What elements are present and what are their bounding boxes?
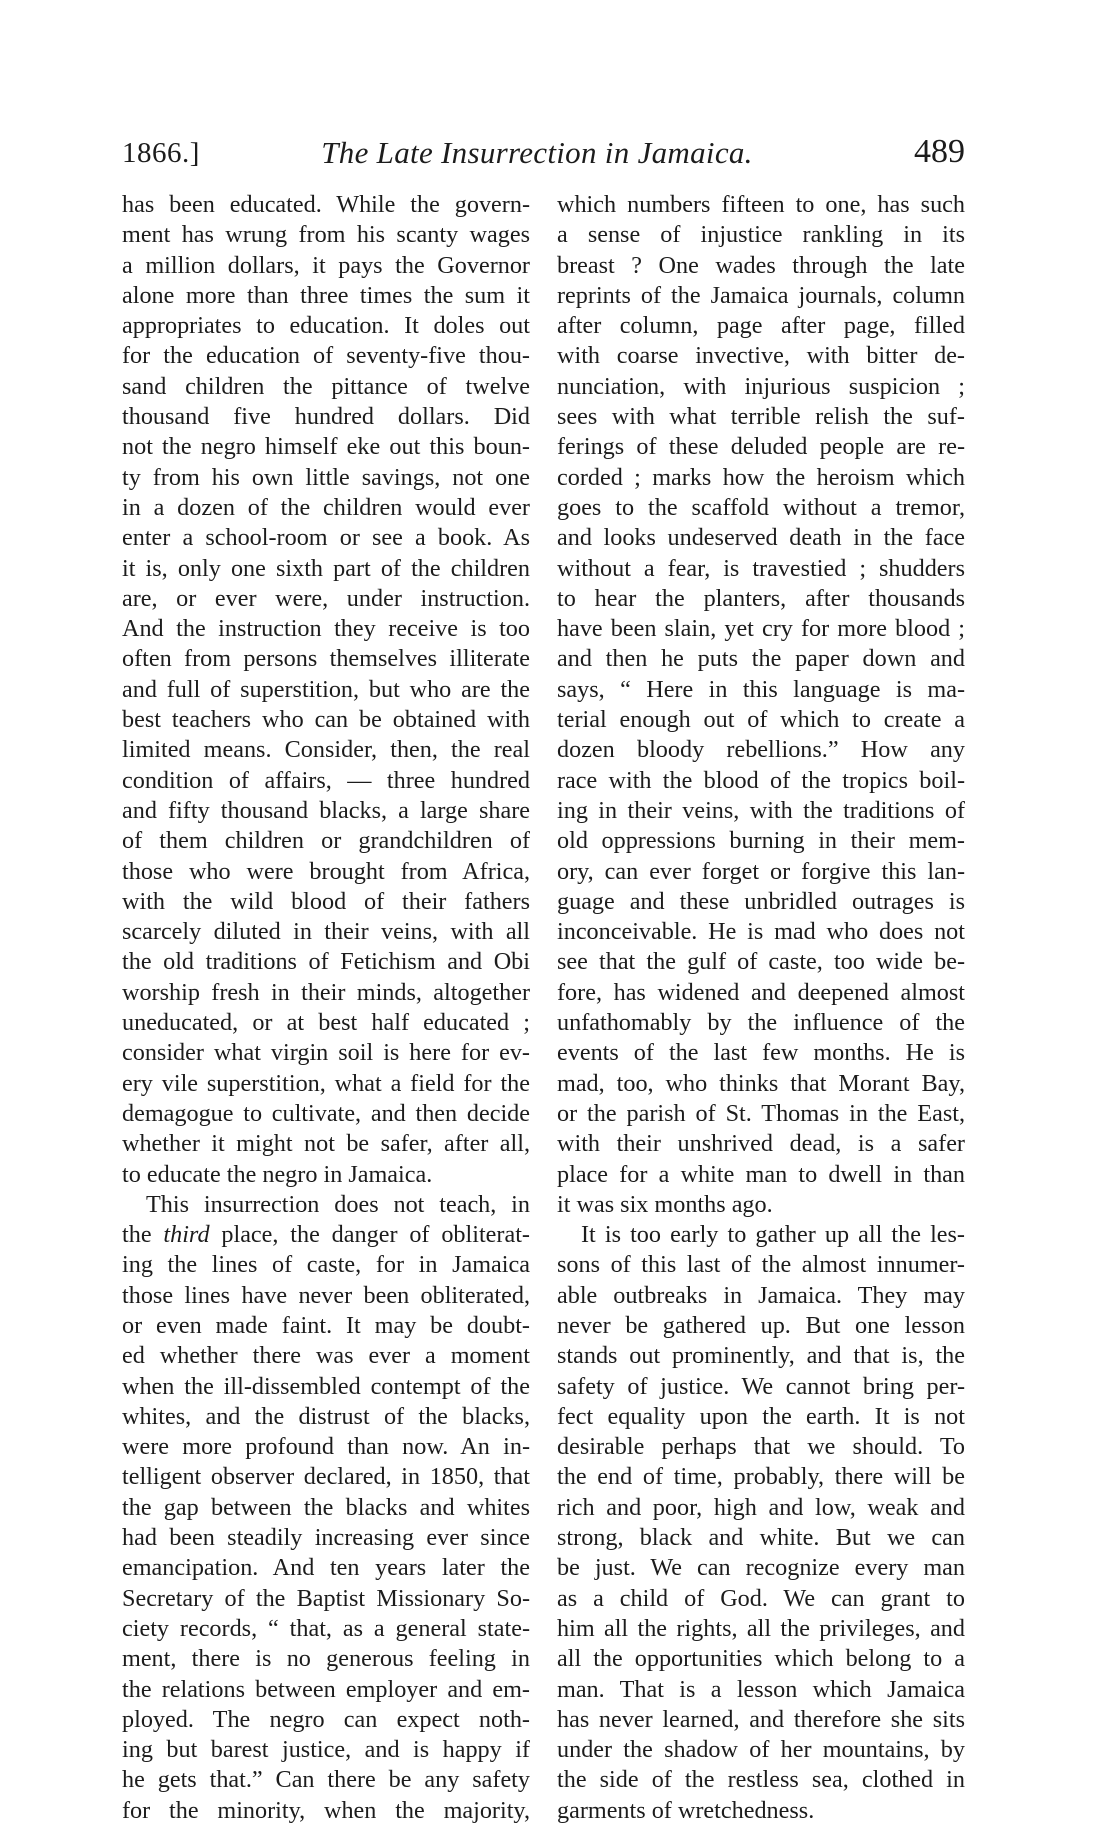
text-line: ferings of these deluded people are re-	[557, 433, 965, 461]
text-line: And the instruction they receive is too	[122, 615, 530, 643]
text-line: demagogue to cultivate, and then decide	[122, 1099, 530, 1127]
text-line: ty from his own little savings, not one	[122, 463, 530, 491]
text-line: were more profound than now. An in-	[122, 1433, 530, 1461]
text-line: as a child of God. We can grant to	[557, 1584, 965, 1612]
text-line: ment has wrung from his scanty wages	[122, 221, 530, 249]
text-line: sees with what terrible relish the suf-	[557, 403, 965, 431]
text-line: best teachers who can be obtained with	[122, 706, 530, 734]
text-line: and full of superstition, but who are the	[122, 675, 530, 703]
text-line: ery vile superstition, what a field for the	[122, 1069, 530, 1097]
text-line: it was six months ago.	[557, 1190, 773, 1218]
text-line: reprints of the Jamaica journals, column	[557, 281, 965, 309]
text-line: corded ; marks how the heroism which	[557, 463, 965, 491]
text-line: consider what virgin soil is here for ev-	[122, 1039, 530, 1067]
text-line: with the wild blood of their fathers	[122, 887, 530, 915]
text-line: terial enough out of which to create a	[557, 706, 965, 734]
text-line: has never learned, and therefore she sits	[557, 1705, 965, 1733]
text-segment: place, the danger of obliterat-	[209, 1221, 530, 1249]
text-line: the relations between employer and em-	[122, 1675, 530, 1703]
text-line: without a fear, is travestied ; shudders	[557, 554, 965, 582]
text-line: inconceivable. He is mad who does not	[557, 918, 965, 946]
text-line: a sense of injustice rankling in its	[557, 221, 965, 249]
text-line: breast ? One wades through the late	[557, 251, 965, 279]
text-line: of them children or grandchildren of	[122, 827, 530, 855]
text-segment: the	[122, 1221, 164, 1249]
text-line: had been steadily increasing ever since	[122, 1524, 530, 1552]
text-line: has been educated. While the govern-	[122, 191, 530, 218]
text-line: often from persons themselves illiterate	[122, 645, 530, 673]
text-line: those lines have never been obliterated,	[122, 1281, 530, 1309]
text-line: rich and poor, high and low, weak and	[557, 1493, 965, 1521]
text-line: sand children the pittance of twelve	[122, 372, 530, 400]
text-line: a million dollars, it pays the Governor	[122, 251, 530, 279]
text-line: goes to the scaffold without a tremor,	[557, 493, 965, 521]
text-line: the old traditions of Fetichism and Obi	[122, 948, 530, 976]
text-line: ing but barest justice, and is happy if	[122, 1736, 530, 1764]
text-line: Secretary of the Baptist Missionary So-	[122, 1584, 530, 1612]
text-line: to educate the negro in Jamaica.	[122, 1160, 433, 1188]
text-line: be just. We can recognize every man	[557, 1554, 965, 1582]
text-line: ment, there is no generous feeling in	[122, 1645, 530, 1673]
text-line: have been slain, yet cry for more blood ;	[557, 615, 965, 643]
text-line: fect equality upon the earth. It is not	[557, 1402, 965, 1430]
text-line: mad, too, who thinks that Morant Bay,	[557, 1069, 965, 1097]
text-line: in a dozen of the children would ever	[122, 493, 530, 521]
text-line: limited means. Consider, then, the real	[122, 736, 530, 764]
text-line: with coarse invective, with bitter de-	[557, 342, 965, 370]
text-line: race with the blood of the tropics boil-	[557, 766, 965, 794]
running-header	[122, 133, 965, 173]
text-line: events of the last few months. He is	[557, 1039, 965, 1067]
text-line: under the shadow of her mountains, by	[557, 1736, 965, 1764]
text-line: ed whether there was ever a moment	[122, 1342, 530, 1370]
text-line: It is too early to gather up all the les-	[581, 1221, 965, 1249]
page-number: 489	[914, 133, 965, 170]
text-line: worship fresh in their minds, altogether	[122, 978, 530, 1006]
text-line: which numbers fifteen to one, has such	[557, 191, 965, 218]
text-line: stands out prominently, and that is, the	[557, 1342, 965, 1370]
text-line: he gets that.” Can there be any safety	[122, 1766, 530, 1794]
text-line: appropriates to education. It doles out	[122, 312, 530, 340]
text-line: alone more than three times the sum it	[122, 281, 530, 309]
text-line: the side of the restless sea, clothed in	[557, 1766, 965, 1794]
text-line: man. That is a lesson which Jamaica	[557, 1675, 965, 1703]
text-line: safety of justice. We cannot bring per-	[557, 1372, 965, 1400]
left-column	[122, 190, 530, 1826]
text-line: for the minority, when the majority,	[122, 1796, 530, 1824]
text-line: telligent observer declared, in 1850, that	[122, 1463, 530, 1491]
text-line: whether it might not be safer, after all,	[122, 1130, 530, 1158]
text-line: ory, can ever forget or forgive this lan-	[557, 857, 965, 885]
text-line	[122, 1220, 530, 1250]
text-line: sons of this last of the almost innumer-	[557, 1251, 965, 1279]
text-line: says, “ Here in this language is ma-	[557, 675, 965, 703]
text-line: place for a white man to dwell in than	[557, 1160, 965, 1188]
text-line: those who were brought from Africa,	[122, 857, 530, 885]
text-line: and looks undeserved death in the face	[557, 524, 965, 552]
text-line: all the opportunities which belong to a	[557, 1645, 965, 1673]
text-line: not the negro himself eke out this boun-	[122, 433, 530, 461]
header-year: 1866.]	[122, 137, 200, 169]
text-line: to hear the planters, after thousands	[557, 584, 965, 612]
text-line: and then he puts the paper down and	[557, 645, 965, 673]
text-line: nunciation, with injurious suspicion ;	[557, 372, 965, 400]
text-line: are, or ever were, under instruction.	[122, 584, 530, 612]
italic-emphasis: third	[163, 1221, 210, 1249]
text-line: enter a school-room or see a book. As	[122, 524, 530, 552]
text-line: and fifty thousand blacks, a large share	[122, 796, 530, 824]
text-line: the gap between the blacks and whites	[122, 1493, 530, 1521]
text-line: emancipation. And ten years later the	[122, 1554, 530, 1582]
text-line: uneducated, or at best half educated ;	[122, 1009, 530, 1037]
text-line: never be gathered up. But one lesson	[557, 1311, 965, 1339]
text-line: unfathomably by the influence of the	[557, 1009, 965, 1037]
text-line: garments of wretchedness.	[557, 1796, 815, 1824]
header-title: The Late Insurrection in Jamaica.	[321, 135, 753, 170]
text-line: condition of affairs, — three hundred	[122, 766, 530, 794]
text-line: with their unshrived dead, is a safer	[557, 1130, 965, 1158]
text-line: whites, and the distrust of the blacks,	[122, 1402, 530, 1430]
text-line: after column, page after page, filled	[557, 312, 965, 340]
right-column	[557, 190, 965, 1826]
text-line: see that the gulf of caste, too wide be-	[557, 948, 965, 976]
text-line: fore, has widened and deepened almost	[557, 978, 965, 1006]
text-line: ployed. The negro can expect noth-	[122, 1705, 530, 1733]
text-line: it is, only one sixth part of the children	[122, 554, 530, 582]
text-line: strong, black and white. But we can	[557, 1524, 965, 1552]
text-line: able outbreaks in Jamaica. They may	[557, 1281, 965, 1309]
text-line: him all the rights, all the privileges, and	[557, 1614, 965, 1642]
text-line: ing the lines of caste, for in Jamaica	[122, 1251, 530, 1279]
text-line: the end of time, probably, there will be	[557, 1463, 965, 1491]
text-line: for the education of seventy-five thou-	[122, 342, 530, 370]
text-line: ing in their veins, with the traditions of	[557, 796, 965, 824]
text-line: dozen bloody rebellions.” How any	[557, 736, 965, 764]
text-line: or the parish of St. Thomas in the East,	[557, 1099, 965, 1127]
text-line: desirable perhaps that we should. To	[557, 1433, 965, 1461]
text-line: old oppressions burning in their mem-	[557, 827, 965, 855]
text-line: guage and these unbridled outrages is	[557, 887, 965, 915]
text-line: or even made faint. It may be doubt-	[122, 1311, 530, 1339]
text-line: scarcely diluted in their veins, with all	[122, 918, 530, 946]
text-line: ciety records, “ that, as a general state-	[122, 1614, 530, 1642]
text-line: thousand five hundred dollars. Did	[122, 403, 530, 431]
text-line: This insurrection does not teach, in	[146, 1190, 530, 1218]
text-line: when the ill-dissembled contempt of the	[122, 1372, 530, 1400]
